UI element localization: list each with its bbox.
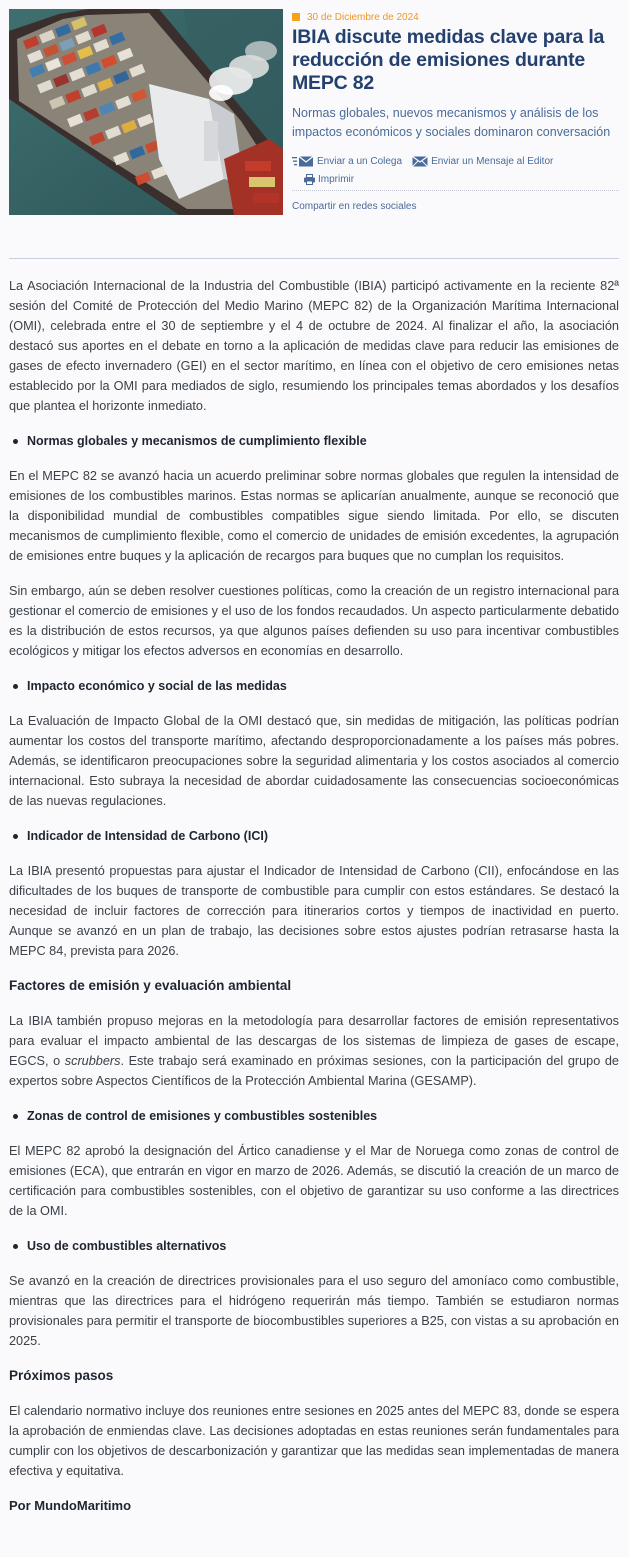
bullet-heading-text: Zonas de control de emisiones y combustibles sostenibles	[27, 1109, 378, 1123]
send-colleague-link[interactable]	[292, 156, 402, 167]
bullet-heading	[9, 1236, 619, 1256]
bullet-heading	[9, 826, 619, 846]
article-signature: Por MundoMaritimo	[9, 1498, 132, 1513]
share-social-link[interactable]: Compartir en redes sociales	[292, 201, 417, 212]
send-colleague-label: Enviar a un Colega	[317, 155, 403, 167]
article-actions	[292, 152, 619, 212]
paragraph: La Evaluación de Impacto Global de la OMI destacó que, sin medidas de mitigación, las políticas podrían aumentar los costos del transporte marítimo, afectando desproporcionadamente a los países más pobres. Además, se identificaron preocupaciones sobre la seguridad alimentaria y los costos asociados al comercio internacional. Esto subraya la necesidad de abordar cuidadosamente las consecuencias socioeconómicas de las nuevas regulaciones.	[9, 714, 619, 808]
paragraph: El calendario normativo incluye dos reuniones entre sesiones en 2025 antes del MEPC 83, donde se espera la aprobación de enmiendas clave. Las decisiones adoptadas en estas reuniones serán fundamentales para cumplir con los objetivos de descarbonización y garantizar que las medidas sean implementadas de manera efectiva y equitativa.	[9, 1404, 619, 1478]
bullet-heading-text: Indicador de Intensidad de Carbono (ICI)	[27, 829, 268, 843]
paragraph-text: . Este trabajo será examinado en próximas sesiones, con la participación del grupo de expertos sobre Aspectos Científicos de la Protección Ambiental Marina (GESAMP).	[9, 1054, 619, 1088]
bullet-heading-text: Uso de combustibles alternativos	[27, 1239, 227, 1253]
envelope-icon	[412, 156, 428, 167]
paragraph: El MEPC 82 aprobó la designación del Ártico canadiense y el Mar de Noruega como zonas de control de emisiones (ECA), que entrarán en vigor en marzo de 2026. Además, se discutió la creación de un marco de certificación para combustibles sostenibles, con el objetivo de garantizar su uso conforme a las directrices de la OMI.	[9, 1144, 619, 1218]
paragraph: Sin embargo, aún se deben resolver cuestiones políticas, como la creación de un registro internacional para gestionar el comercio de emisiones y el uso de los fondos recaudados. Un aspecto particularmente debatido es la distribución de estos recursos, ya que algunos países defienden su uso para incentivar combustibles ecológicos y mitigar los efectos adversos en economías en desarrollo.	[9, 584, 619, 658]
bullet-heading	[9, 1106, 619, 1126]
hero-image	[9, 9, 283, 215]
container-ship-illustration	[9, 9, 283, 215]
article-body	[9, 276, 619, 1516]
article-meta	[292, 9, 619, 212]
intro-paragraph: La Asociación Internacional de la Industria del Combustible (IBIA) participó activamente en la reciente 82ª sesión del Comité de Protección del Medio Marino (MEPC 82) de la Organización Marítima Internacional (OMI), celebrada entre el 30 de septiembre y el 4 de octubre de 2024. Al finalizar el año, la asociación destacó sus aportes en el debate en torno a la aplicación de medidas clave para reducir las emisiones de gases de efecto invernadero (GEI) en el sector marítimo, en línea con el objetivo de cero emisiones netas establecido por la OMI para mediados de siglo, resumiendo los principales temas abordados y los desafíos que plantea el horizonte inmediato.	[9, 279, 619, 413]
bullet-icon	[13, 1114, 18, 1119]
date-marker-icon	[292, 13, 300, 21]
bullet-icon	[13, 1244, 18, 1249]
bullet-icon	[13, 834, 18, 839]
article-subtitle: Normas globales, nuevos mecanismos y análisis de los impactos económicos y sociales dominaron conversación	[292, 106, 611, 139]
paragraph	[9, 1011, 619, 1091]
section-heading: Próximos pasos	[9, 1368, 114, 1383]
date-row	[292, 9, 619, 25]
bullet-heading-text: Normas globales y mecanismos de cumplimiento flexible	[27, 434, 367, 448]
send-editor-label: Enviar un Mensaje al Editor	[431, 155, 554, 167]
bullet-heading	[9, 431, 619, 451]
paragraph-text: La IBIA también propuso mejoras en la metodología para desarrollar factores de emisión representativos para evaluar el impacto ambiental de las descargas de los sistemas de limpieza de gases de escape, EGCS, o	[9, 1014, 619, 1068]
paragraph-emphasis: scrubbers	[64, 1054, 121, 1068]
bullet-heading-text: Impacto económico y social de las medidas	[27, 679, 287, 693]
article-date: 30 de Diciembre de 2024	[307, 11, 419, 23]
header-divider	[9, 258, 619, 259]
paragraph: Se avanzó en la creación de directrices provisionales para el uso seguro del amoníaco como combustible, mientras que las directrices para el hidrógeno requerirán más tiempo. También se estudiaron normas provisionales para permitir el transporte de biocombustibles superiores a B25, con vistas a su aprobación en 2025.	[9, 1274, 619, 1348]
article-title: IBIA discute medidas clave para la reducción de emisiones durante MEPC 82	[292, 26, 605, 94]
send-editor-link[interactable]	[412, 156, 553, 167]
section-heading: Factores de emisión y evaluación ambiental	[9, 978, 292, 993]
bullet-icon	[13, 684, 18, 689]
actions-divider	[292, 190, 619, 191]
bullet-icon	[13, 439, 18, 444]
print-link[interactable]	[304, 174, 354, 185]
paragraph: En el MEPC 82 se avanzó hacia un acuerdo preliminar sobre normas globales que regulen la intensidad de emisiones de los combustibles marinos. Estas normas se aplicarían anualmente, aunque se reconoció que la disponibilidad mundial de combustibles compatibles sigue siendo limitada. Por ello, se discuten mecanismos de cumplimiento flexible, como el comercio de unidades de emisión excedentes, la agrupación de emisiones entre buques y la aplicación de recargos para buques que no cumplan los requisitos.	[9, 469, 619, 563]
article-header	[9, 9, 619, 229]
bullet-heading	[9, 676, 619, 696]
printer-icon	[304, 174, 315, 185]
print-label: Imprimir	[318, 173, 355, 185]
paragraph: La IBIA presentó propuestas para ajustar el Indicador de Intensidad de Carbono (CII), enfocándose en las dificultades de los buques de transporte de combustible para cumplir con estos estándares. Se destacó la necesidad de incluir factores de corrección para itinerarios cortos y tiempos de inactividad en puerto. Aunque se avanzó en un plan de trabajo, las decisiones sobre estos ajustes podrían retrasarse hasta la MEPC 84, prevista para 2026.	[9, 864, 619, 958]
envelope-list-icon	[292, 156, 314, 167]
